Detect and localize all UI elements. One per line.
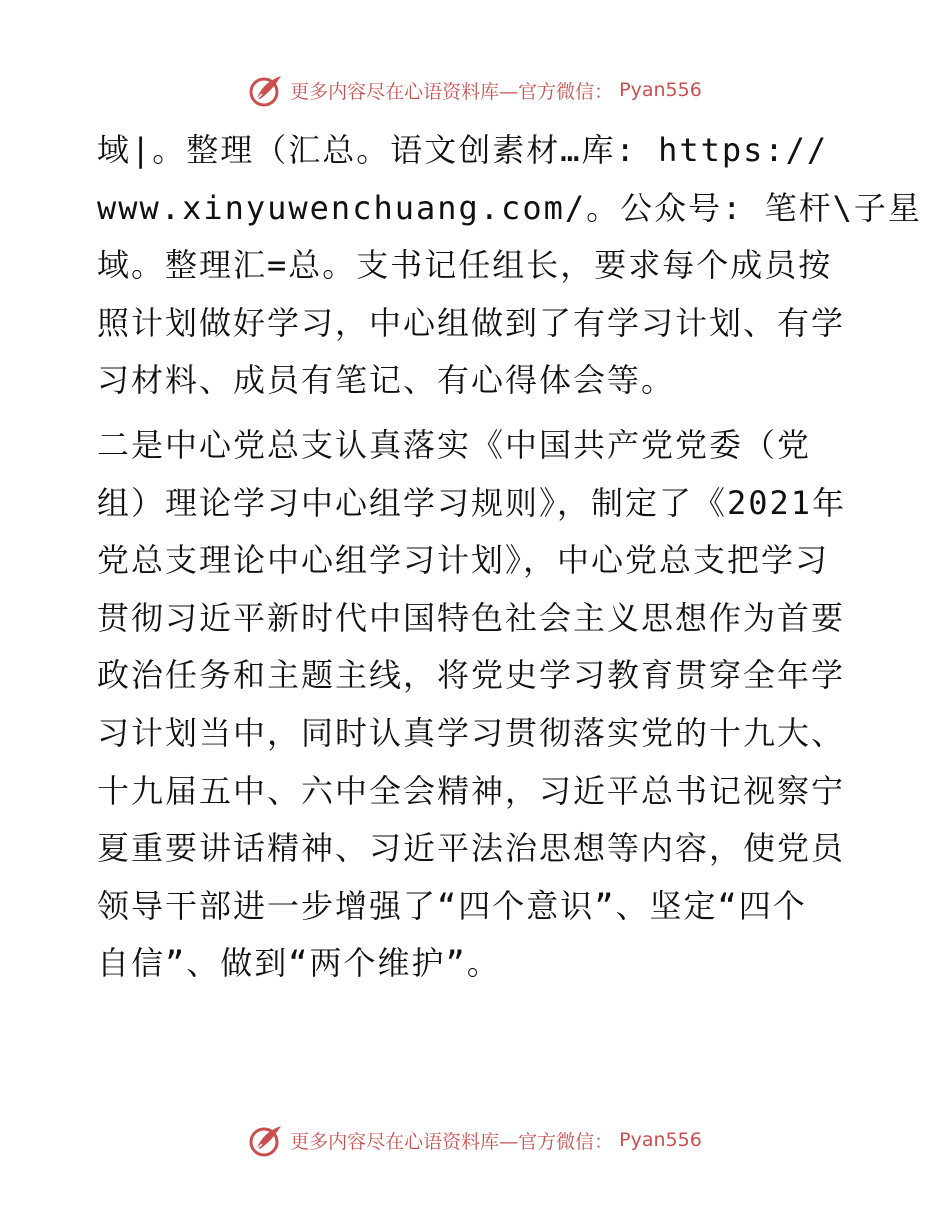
footer-watermark (0, 1120, 950, 1160)
header-watermark-text: 更多内容尽在心语资料库—官方微信： (290, 80, 614, 103)
text-line: 二是中心党总支认真落实《中国共产党党委（党 (97, 425, 812, 464)
text-line: 自信”、做到“两个维护”。 (97, 944, 501, 983)
text-line: 党总支理论中心组学习计划》，中心党总支把学习 (97, 541, 830, 580)
text-line: 域|。整理（汇总。语文创素材…库: https:// (97, 131, 829, 169)
text-line: 习材料、成员有笔记、有心得体会等。 (97, 361, 676, 400)
text-line: www.xinyuwenchuang.com/。公众号: 笔杆\子星 (97, 188, 922, 227)
text-line: 政治任务和主题主线，将党史学习教育贯穿全年学 (97, 656, 846, 695)
text-line: 十九届五中、六中全会精神，习近平总书记视察宁 (97, 771, 846, 810)
paragraph-2 (97, 417, 867, 993)
text-line: 夏重要讲话精神、习近平法治思想等内容，使党员 (97, 829, 846, 868)
text-line: 领导干部进一步增强了“四个意识”、坚定“四个 (97, 886, 807, 925)
header-watermark (0, 70, 950, 110)
header-watermark-wechat-id: Pyan556 (619, 79, 702, 101)
text-line: 域。整理汇=总。支书记任组长，要求每个成员按 (97, 246, 833, 285)
text-line: 习计划当中，同时认真学习贯彻落实党的十九大、 (97, 713, 846, 752)
paragraph-1 (97, 122, 922, 410)
paragraph-spacer (97, 410, 867, 417)
text-line: 贯彻习近平新时代中国特色社会主义思想作为首要 (97, 598, 846, 637)
footer-watermark-wechat-id: Pyan556 (619, 1129, 702, 1151)
document-body (97, 122, 922, 993)
text-line: 照计划做好学习，中心组做到了有学习计划、有学 (97, 303, 846, 342)
feather-pen-logo-icon (248, 72, 284, 108)
text-line: 组）理论学习中心组学习规则》，制定了《2021年 (97, 483, 847, 522)
feather-pen-logo-icon (248, 1122, 284, 1158)
footer-watermark-text: 更多内容尽在心语资料库—官方微信： (290, 1130, 614, 1153)
